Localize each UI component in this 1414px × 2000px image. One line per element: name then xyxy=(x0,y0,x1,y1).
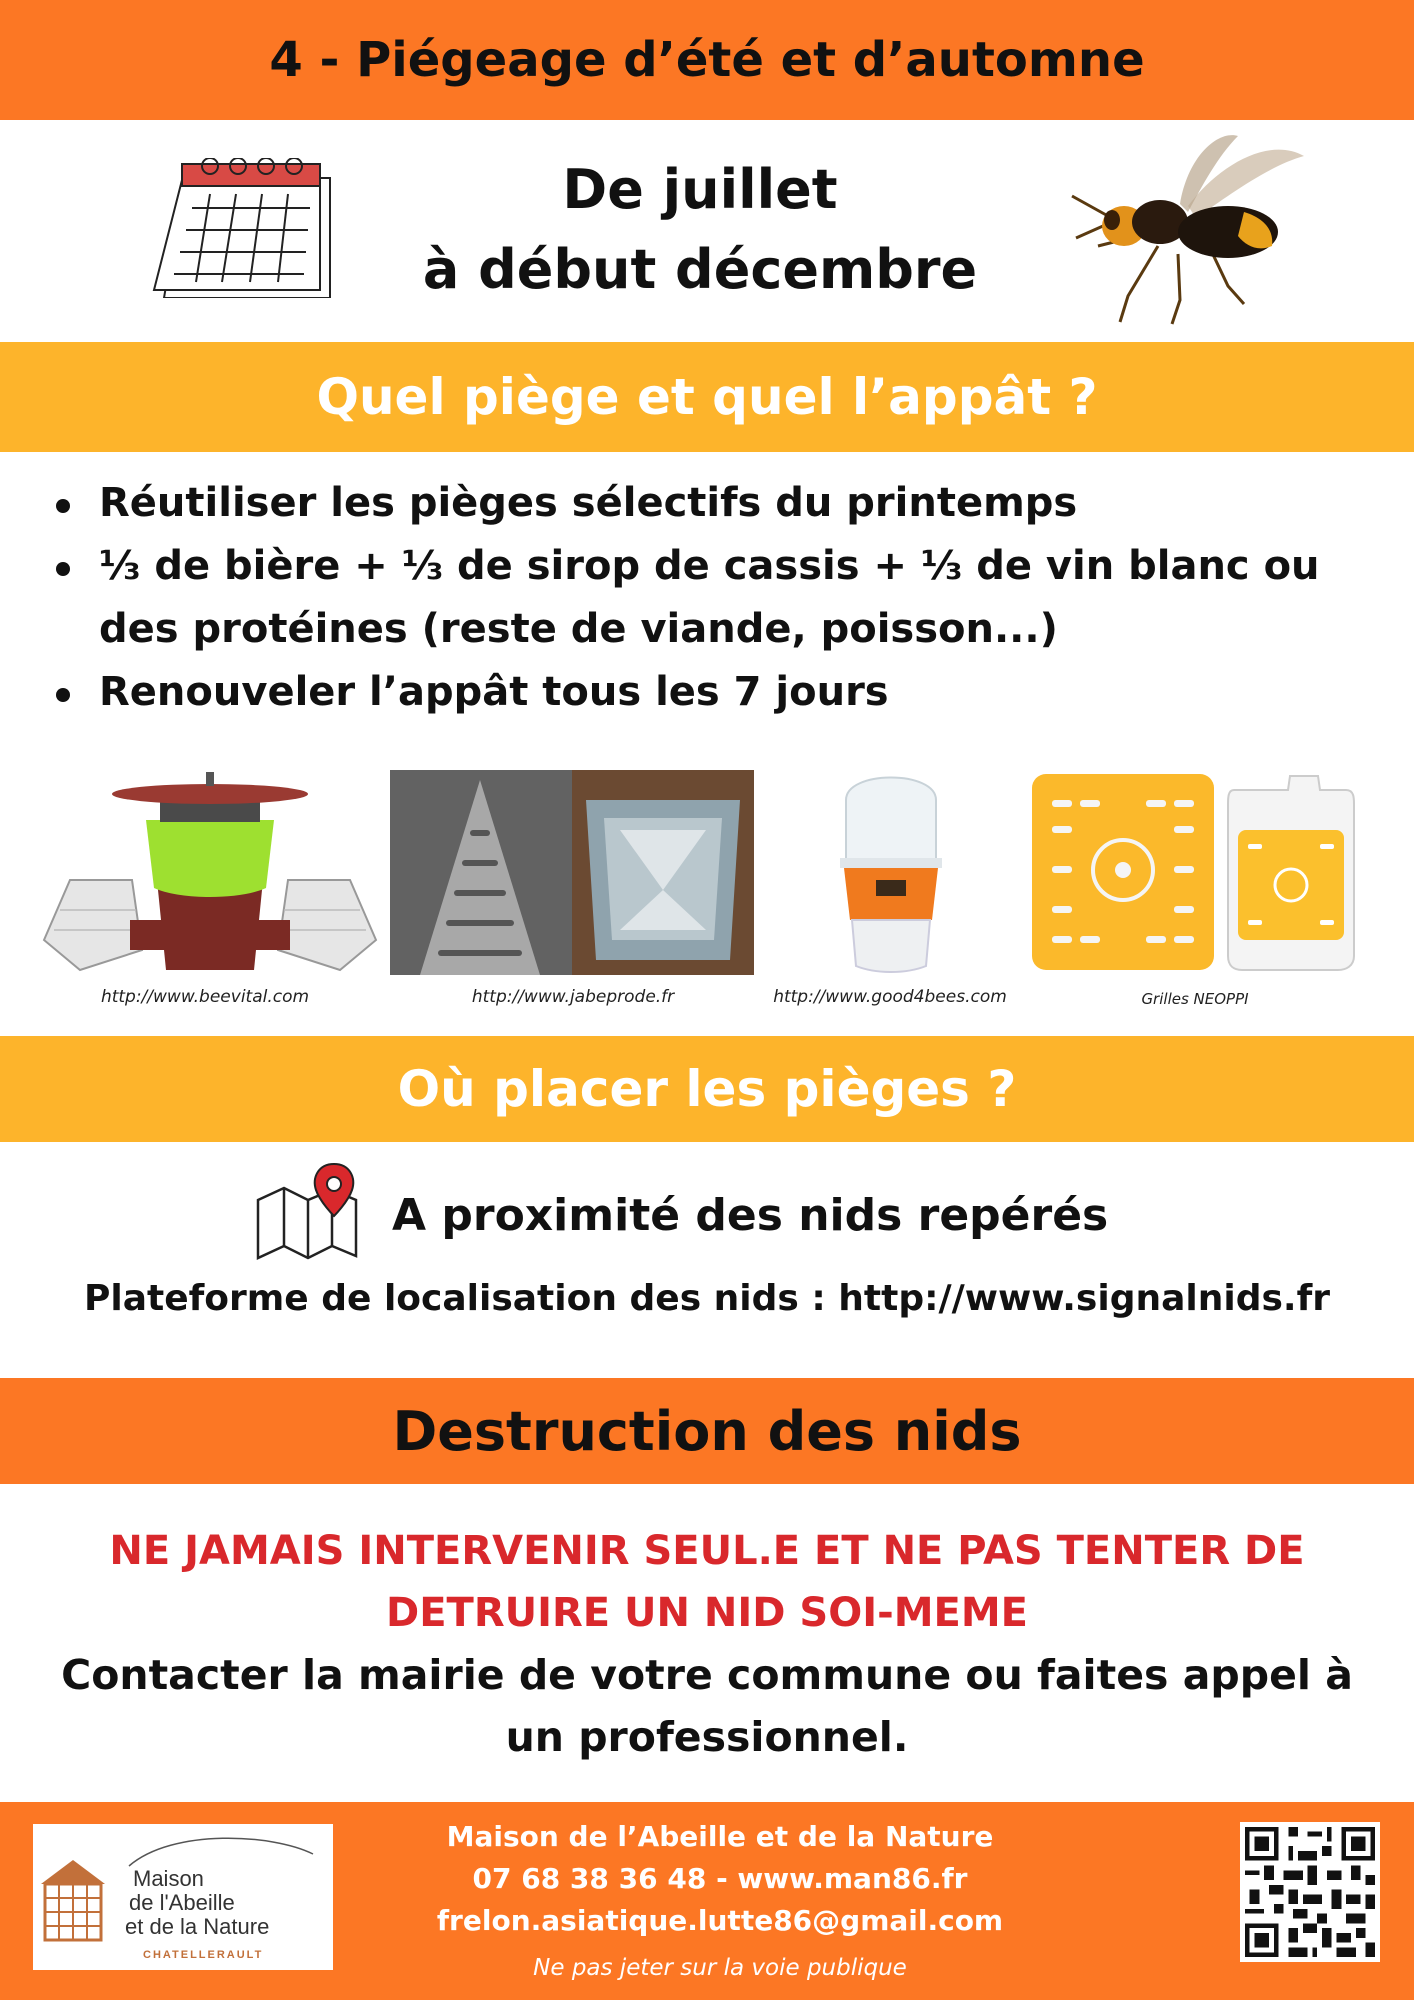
logo-city: CHATELLERAULT xyxy=(143,1949,264,1961)
footer-contact-block xyxy=(420,1816,1020,1988)
near-nests-text: A proximité des nids repérés xyxy=(392,1190,1109,1241)
platform-link-text: Plateforme de localisation des nids : http://www.signalnids.fr xyxy=(83,1278,1330,1319)
hornet-image xyxy=(1068,126,1308,326)
logo-line-2: de l'Abeille xyxy=(129,1890,235,1915)
period-section xyxy=(0,120,1414,342)
org-name: Maison de l’Abeille et de la Nature xyxy=(446,1820,994,1853)
logo-line-1: Maison xyxy=(133,1866,204,1891)
beevital-trap-image xyxy=(40,770,380,975)
trap-section-title: Quel piège et quel l’appât ? xyxy=(316,368,1098,426)
placement-section-band xyxy=(0,1036,1414,1142)
placement-section-title: Où placer les pièges ? xyxy=(397,1060,1017,1118)
list-item: ⅓ de bière + ⅓ de sirop de cassis + ⅓ de vin blanc ou des protéines (reste de viande, poisson...) xyxy=(52,535,1382,661)
logo-line-3: et de la Nature xyxy=(125,1914,270,1939)
footer-note: Ne pas jeter sur la voie publique xyxy=(533,1955,907,1981)
period-line-1: De juillet xyxy=(562,158,838,221)
page-title: 4 - Piégeage d’été et d’automne xyxy=(269,32,1145,88)
period-line-2: à début décembre xyxy=(422,238,978,301)
list-item: Renouveler l’appât tous les 7 jours xyxy=(52,661,1382,724)
trap-section-band xyxy=(0,342,1414,452)
man-logo xyxy=(33,1824,333,1970)
trap-caption: http://www.beevital.com xyxy=(100,987,310,1007)
phone-and-website: 07 68 38 36 48 - www.man86.fr xyxy=(472,1862,968,1895)
header-band xyxy=(0,0,1414,120)
footer xyxy=(0,1802,1414,2000)
map-pin-icon xyxy=(256,1160,358,1262)
jabeprode-trap-image xyxy=(390,770,754,975)
bait-list xyxy=(52,472,1382,724)
warning-text: NE JAMAIS INTERVENIR SEUL.E ET NE PAS TENTER DE DETRUIRE UN NID SOI-MEME xyxy=(109,1528,1305,1636)
trap-caption: http://www.jabeprode.fr xyxy=(471,987,675,1007)
email-address: frelon.asiatique.lutte86@gmail.com xyxy=(436,1904,1004,1937)
list-item: Réutiliser les pièges sélectifs du printemps xyxy=(52,472,1382,535)
qr-code xyxy=(1240,1822,1380,1962)
neoppi-grid-image xyxy=(1028,770,1358,975)
calendar-icon xyxy=(152,158,336,298)
destruction-section-title: Destruction des nids xyxy=(392,1399,1022,1463)
good4bees-trap-image xyxy=(826,770,956,975)
trap-caption: Grilles NEOPPI xyxy=(1141,990,1249,1008)
trap-caption: http://www.good4bees.com xyxy=(773,987,1007,1007)
contact-text: Contacter la mairie de votre commune ou faites appel à un professionnel. xyxy=(61,1651,1353,1761)
period-text xyxy=(380,150,1020,310)
destruction-section-band xyxy=(0,1378,1414,1484)
